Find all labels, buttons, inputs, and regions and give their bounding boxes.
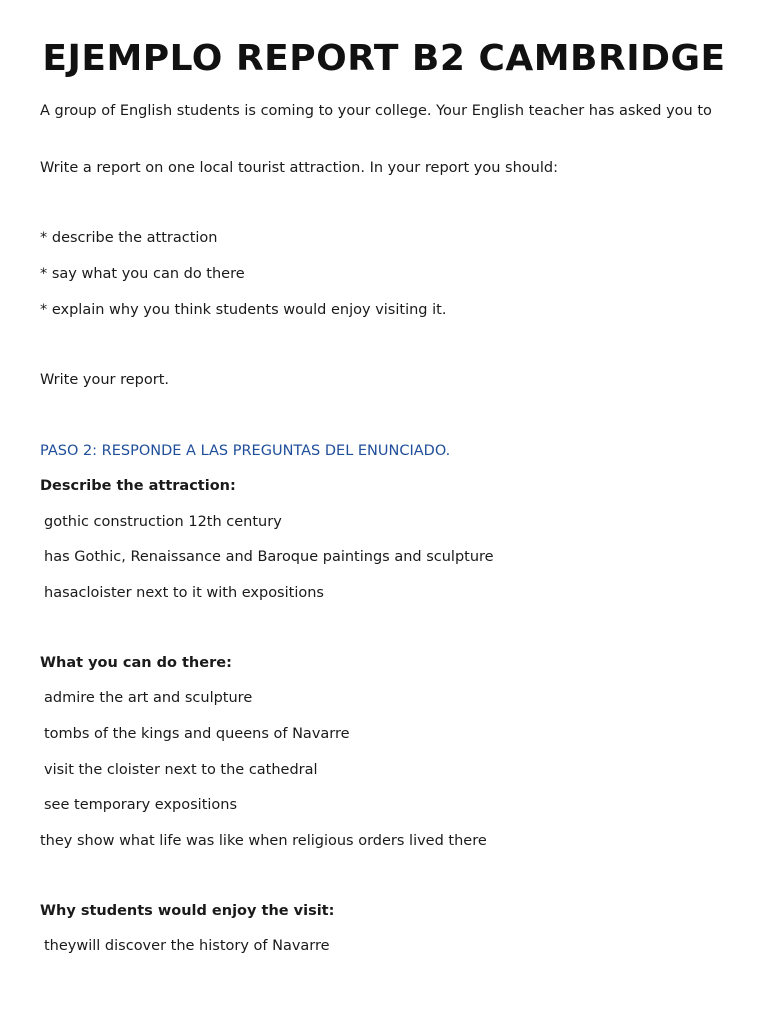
list-item: gothic construction 12th century — [44, 514, 282, 530]
section-heading-describe: Describe the attraction: — [40, 478, 236, 494]
list-item: theywill discover the history of Navarre — [44, 938, 330, 954]
task-bullet: * say what you can do there — [40, 266, 245, 282]
list-item: hasacloister next to it with expositions — [44, 585, 324, 601]
task-bullet: * describe the attraction — [40, 230, 218, 246]
list-note: they show what life was like when religious orders lived there — [40, 833, 487, 849]
list-item: admire the art and sculpture — [44, 690, 253, 706]
section-heading-do: What you can do there: — [40, 655, 232, 671]
intro-paragraph: A group of English students is coming to your college. Your English teacher has asked you to — [40, 103, 712, 119]
document-title: EJEMPLO REPORT B2 CAMBRIDGE — [42, 38, 726, 79]
step-heading: PASO 2: RESPONDE A LAS PREGUNTAS DEL ENUNCIADO. — [40, 443, 451, 459]
list-item: tombs of the kings and queens of Navarre — [44, 726, 350, 742]
section-heading-why: Why students would enjoy the visit: — [40, 903, 335, 919]
closing-instruction: Write your report. — [40, 372, 169, 388]
list-item: see temporary expositions — [44, 797, 238, 813]
list-item: has Gothic, Renaissance and Baroque paintings and sculpture — [44, 549, 494, 565]
list-item: visit the cloister next to the cathedral — [44, 762, 318, 778]
task-instruction: Write a report on one local tourist attraction. In your report you should: — [40, 160, 558, 176]
task-bullet: * explain why you think students would enjoy visiting it. — [40, 302, 447, 318]
